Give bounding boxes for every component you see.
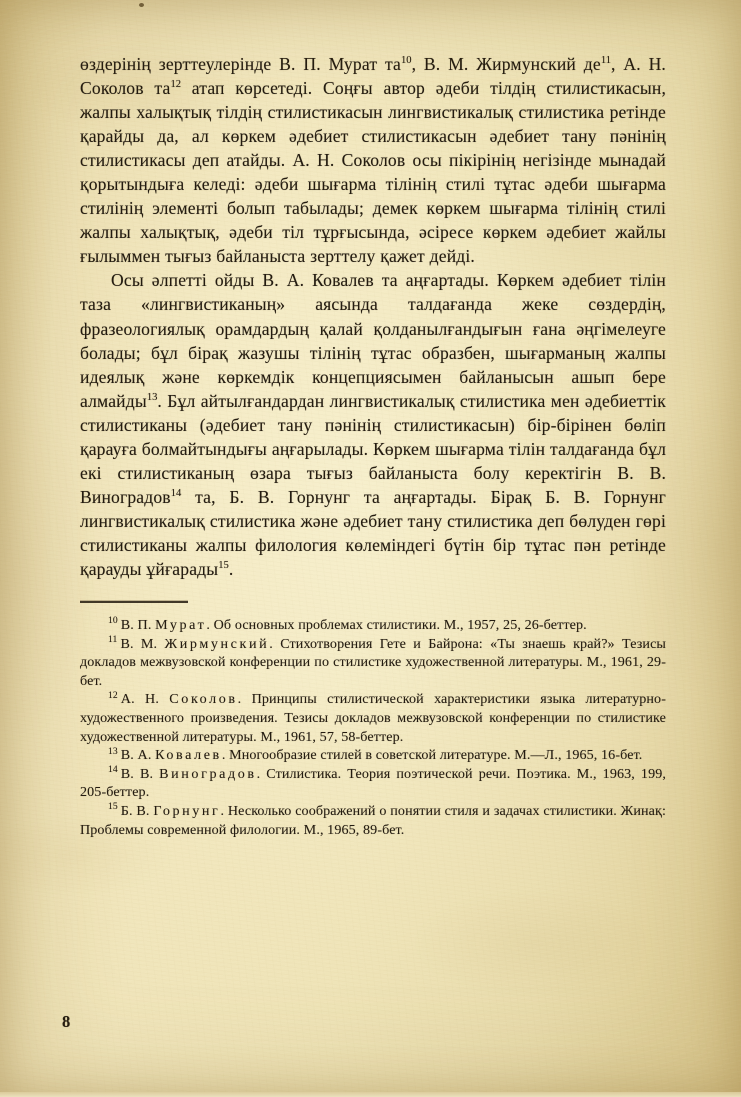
footnote-reference-marker: 11 [600,55,612,67]
text-run: . Принципы стилистической характеристики языка литературно-художественного произведения. Тезисы докладов межвузовской конференции по стилистике художественной литературы. М., 1961, 57, 58-беттер. [80,691,666,745]
footnote-entry [80,616,666,635]
text-run: атап көрсетеді. Соңғы автор әдеби тілдің стилистикасын, жалпы халықтық тілдің стилистикасын лингвистикалық стилистика ретінде қарайды да, ал көркем әдебиет стилистикасын әдебиет тану пәнінің стилистикасы деп атайды. А. Н. Соколов осы пікірінің негізінде мынадай қорытындыға келеді: әдеби шығарма тілінің стилі тұтас әдеби шығарма стилінің элементі болып табылады; демек көркем шығарма тілінің стилі жалпы халықтық, әдеби тіл тұрғысында, әсіресе көркем әдебиет жайлы ғылыммен тығыз байланыста зерттелу қажет дейді. [80,78,667,267]
author-surname: Мурат [155,617,207,634]
author-surname: Горнунг [153,802,221,819]
footnote-reference-marker: 12 [170,79,182,91]
footnote-number: 11 [108,633,118,645]
text-run: В. А. [120,747,156,764]
text-run: Осы әлпетті ойды В. А. Ковалев та аңғартады. Көркем әдебиет тілін таза «лингвистиканың» аясында талдағанда жеке сөздердің, фразеологиялық орамдардың қалай қолданылғандығын ғана әңгімелеуге болады; бұл бірақ жазушы тілінің тұтас образбен, шығарманың жалпы идеялық және көркемдік концепциясымен байланысын ашып бере алмайды [80,270,666,411]
text-run: А. Н. [120,691,170,708]
footnote-entry [80,746,666,765]
text-run: . Бұл айтылғандардан лингвистикалық стилистика мен әдебиеттік стилистиканы (әдебиет тану пәнінің стилистикасын) бір-бірінен бөліп қарауға болмайтындығы аңғарылады. Көркем шығарма тілін талдағанда бұл екі стилистиканың өзара тығыз байланыста болу керектігін В. В. Виноградов [80,390,666,507]
text-run: . Несколько соображений о понятии стиля и задачах стилистики. Жинақ: Проблемы современной филологии. М., 1965, 89-бет. [80,802,666,838]
footnote-entry [80,690,666,746]
footnote-reference-marker: 14 [170,487,182,499]
page-content [80,52,666,839]
page-number: 8 [62,1012,71,1031]
author-surname: Жирмунский [164,635,270,652]
scan-bottom-edge [0,1092,741,1097]
text-run: , А. Н. Соколов та [80,54,666,99]
body-text [80,52,666,581]
footnote-entry [80,802,666,839]
body-paragraph [80,268,666,581]
text-run: . Об основных проблемах стилистики. М., 1957, 25, 26-беттер. [206,617,587,634]
text-run: В. В. [120,765,160,782]
author-surname: Ковалев [155,747,222,764]
scan-speck-artifact [139,3,144,7]
footnote-number: 15 [108,801,118,813]
text-run: В. П. [120,617,156,634]
footnote-entry [80,635,666,691]
footnotes-list [80,616,666,839]
text-run: , В. М. Жирмунский де [411,54,601,74]
footnote-reference-marker: 10 [400,55,412,67]
text-run: В. М. [120,635,165,652]
text-run: . Стихотворения Гете и Байрона: «Ты знаешь край?» Тезисы докладов межвузовской конференции по стилистике художественной литературы. М., 1961, 29-бет. [80,635,666,689]
footnote-reference-marker: 13 [146,391,158,403]
text-run: . Многообразие стилей в советской литературе. М.—Л., 1965, 16-бет. [221,747,643,764]
text-run: өздерінің зерттеулерінде В. П. Мурат та [80,54,401,74]
footnote-number: 10 [108,615,118,627]
footnote-number: 14 [108,764,118,776]
text-run: . Стилистика. Теория поэтической речи. Поэтика. М., 1963, 199, 205-беттер. [80,765,666,801]
footnote-separator-rule [80,601,188,603]
footnote-number: 12 [108,689,118,701]
author-surname: Виноградов [159,765,257,782]
text-run: . [228,558,234,579]
body-paragraph [80,52,666,268]
footnote-reference-marker: 15 [218,560,229,572]
footnote-number: 13 [108,745,118,757]
text-run: та, Б. В. Горнунг та аңғартады. Бірақ Б. В. Горнунг лингвистикалық стилистика және әдебиет тану стилистика деп бөлуден гөрі стилистиканы жалпы филология көлеміндегі бүтін бір тұтас пән ретінде қарауды ұйғарады [80,486,666,579]
footnote-entry [80,765,666,802]
text-run: Б. В. [120,802,154,819]
author-surname: Соколов [169,691,238,708]
